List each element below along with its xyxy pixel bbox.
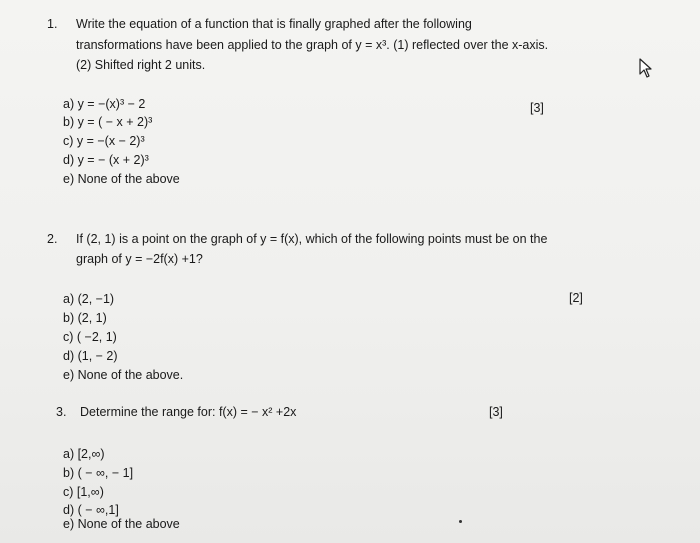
question-1-option-b: b) y = ( − x + 2)³ xyxy=(63,115,153,129)
question-1-marks: [3] xyxy=(530,101,544,115)
question-2-number: 2. xyxy=(47,232,58,246)
mouse-pointer-icon xyxy=(639,58,653,78)
question-2-text-line-2: graph of y = −2f(x) +1? xyxy=(76,252,203,266)
question-2-option-e: e) None of the above. xyxy=(63,368,184,382)
question-2-option-a: a) (2, −1) xyxy=(63,292,115,306)
question-3-text-line-1: Determine the range for: f(x) = − x² +2x xyxy=(80,405,297,419)
question-1-text-line-2: transformations have been applied to the graph of y = x³. (1) reflected over the x-axis. xyxy=(76,38,549,52)
question-1-option-d: d) y = − (x + 2)³ xyxy=(63,153,149,167)
question-3-number: 3. xyxy=(56,405,67,419)
question-2-option-d: d) (1, − 2) xyxy=(63,349,118,363)
question-3-marks: [3] xyxy=(489,405,503,419)
question-1-option-a: a) y = −(x)³ − 2 xyxy=(63,97,146,111)
stray-mark-dot xyxy=(459,520,462,523)
question-3-option-d: d) ( − ∞,1] xyxy=(63,503,119,517)
question-1-option-e: e) None of the above xyxy=(63,172,180,186)
question-1-number: 1. xyxy=(47,17,58,31)
question-3-option-b: b) ( − ∞, − 1] xyxy=(63,466,134,480)
question-2-text-line-1: If (2, 1) is a point on the graph of y = f(x), which of the following points must be on the xyxy=(76,232,548,246)
question-1-option-c: c) y = −(x − 2)³ xyxy=(63,134,145,148)
question-3-option-a: a) [2,∞) xyxy=(63,447,105,461)
question-1-text-line-3: (2) Shifted right 2 units. xyxy=(76,58,206,72)
question-2-option-b: b) (2, 1) xyxy=(63,311,107,325)
question-3-option-e: e) None of the above xyxy=(63,517,180,531)
question-2-option-c: c) ( −2, 1) xyxy=(63,330,117,344)
question-1-text-line-1: Write the equation of a function that is finally graphed after the following xyxy=(76,17,472,31)
question-3-option-c: c) [1,∞) xyxy=(63,485,104,499)
question-2-marks: [2] xyxy=(569,291,583,305)
